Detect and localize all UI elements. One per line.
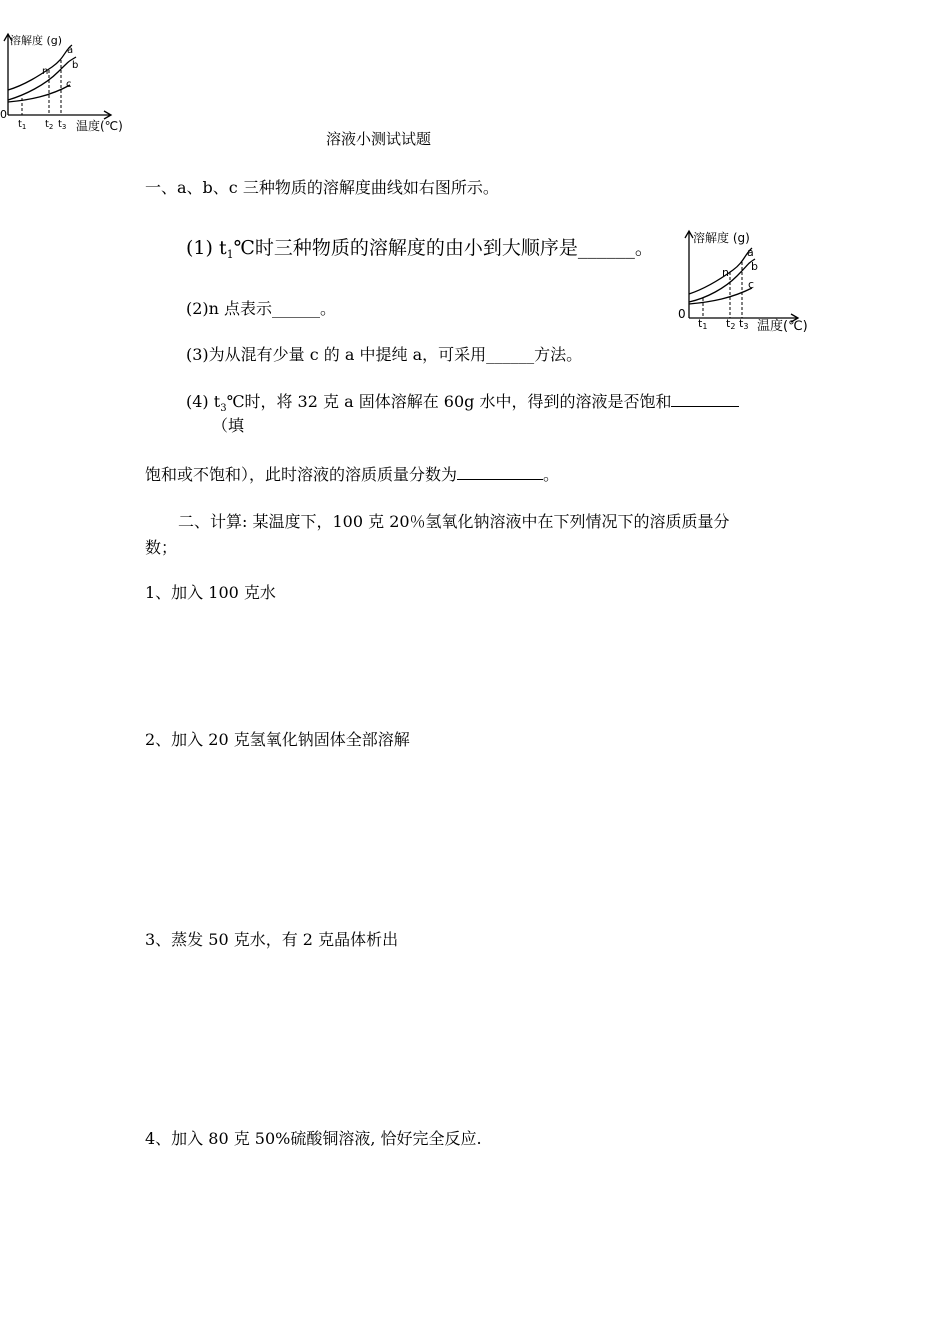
tick-label-t2: t2 <box>726 317 736 331</box>
point-label-n: n <box>722 266 729 279</box>
question-1: (1) $t_1℃$时三种物质的溶解度的由小到大顺序是______。 <box>186 237 654 262</box>
point-label-n: n <box>42 66 49 77</box>
question-3: (3)为从混有少量 c 的 a 中提纯 a，可采用______方法。 <box>186 345 583 364</box>
solubility-graph-small <box>0 30 140 135</box>
question-4: (4) $t_3℃$时，将 32 克 a 固体溶解在 60g 水中，得到的溶液是否饱和 <box>186 389 739 414</box>
tick-label-t3: t3 <box>739 317 749 331</box>
tick-label-t1: t1 <box>698 317 708 331</box>
curve-label-a: a <box>67 45 74 56</box>
calc-item-4: 4、加入 80 克 50%硫酸铜溶液, 恰好完全反应. <box>145 1129 482 1148</box>
page-title: 溶液小测试试题 <box>326 130 432 148</box>
tick-label-t1: $t_1$ <box>18 119 27 131</box>
question-4-fill-note: （填 <box>212 416 245 435</box>
graph-x-label: 温度(℃) <box>757 319 808 334</box>
graph-y-label: 溶解度 (g) <box>693 231 750 245</box>
question-4-continued: 饱和或不饱和），此时溶液的溶质质量分数为 。 <box>145 465 560 484</box>
question-2: (2)n 点表示______。 <box>186 299 337 318</box>
answer-blank-mass-fraction[interactable] <box>457 465 543 480</box>
calc-item-2: 2、加入 20 克氢氧化钠固体全部溶解 <box>145 730 410 749</box>
section2-intro-line1: 二、计算: 某温度下，100 克 20％氢氧化钠溶液中在下列情况下的溶质质量分 <box>178 512 730 531</box>
curve-label-a: a <box>747 246 754 259</box>
section2-intro-line2: 数； <box>145 538 178 557</box>
answer-blank-saturated[interactable] <box>671 392 739 407</box>
curve-label-c: c <box>66 79 72 90</box>
curve-label-c: c <box>748 278 755 291</box>
graph-origin: 0 <box>0 108 7 121</box>
section1-intro: 一、a、b、c 三种物质的溶解度曲线如右图所示。 <box>145 178 499 197</box>
calc-item-3: 3、蒸发 50 克水，有 2 克晶体析出 <box>145 930 399 949</box>
curve-label-b: b <box>72 60 79 71</box>
curve-label-b: b <box>751 260 758 273</box>
calc-item-1: 1、加入 100 克水 <box>145 583 276 602</box>
solubility-graph <box>677 226 817 334</box>
tick-label-t2: $t_2$ <box>45 119 54 131</box>
graph-x-label: 温度(℃) <box>76 119 123 133</box>
graph-origin: 0 <box>678 307 686 321</box>
graph-y-label: 溶解度 (g) <box>10 34 63 47</box>
tick-label-t3: $t_3$ <box>58 119 67 131</box>
